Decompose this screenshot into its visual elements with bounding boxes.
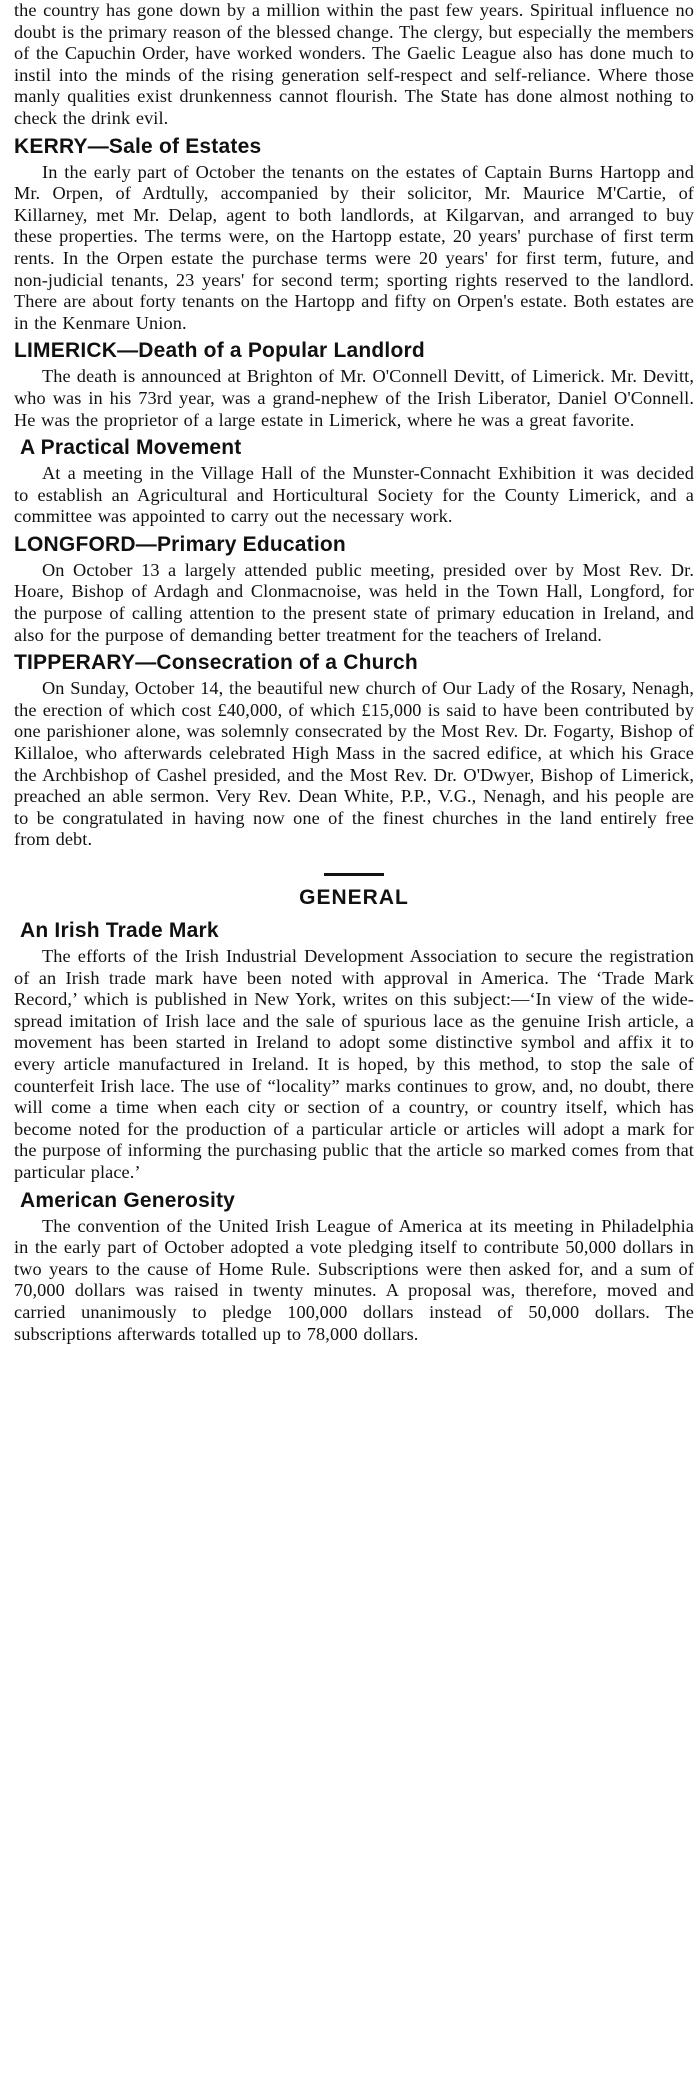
section-heading-practical-movement: A Practical Movement	[20, 436, 242, 460]
section-heading-longford: LONGFORD—Primary Education	[14, 532, 346, 556]
section-heading-kerry: KERRY—Sale of Estates	[14, 134, 262, 158]
section-body-practical-movement: At a meeting in the Village Hall of the Munster-Connacht Exhibition it was decided to establish an Agricultural and Horticultural Society for the County Limerick, and a committee was appointed to carry out the necessary work.	[14, 463, 694, 527]
section-heading-limerick: LIMERICK—Death of a Popular Landlord	[14, 339, 425, 363]
section-body-kerry: In the early part of October the tenants on the estates of Captain Burns Hartopp and Mr. Orpen, of Ardtully, accompanied by their solicitor, Mr. Maurice M'Cartie, of Killarney, met Mr. Delap, agent to both landlords, at Kilgarvan, and arranged to buy these properties. The terms were, on the Hartopp estate, 20 years' purchase of first term rents. In the Orpen estate the purchase terms were 20 years' for first term, future, and non-judicial tenants, 23 years' for second term; sporting rights reserved to the landlord. There are about forty tenants on the Hartopp and fifty on Orpen's estate. Both estates are in the Kenmare Union.	[14, 161, 694, 333]
section-body-longford: On October 13 a largely attended public meeting, presided over by Most Rev. Dr. Hoare, Bishop of Ardagh and Clonmacnoise, was held in the Town Hall, Longford, for the purpose of calling attention to the present state of primary education in Ireland, and also for the purpose of demanding better treatment for the teachers of Ireland.	[14, 559, 694, 645]
section-body-limerick: The death is announced at Brighton of Mr. O'Connell Devitt, of Limerick. Mr. Devitt, who was in his 73rd year, was a grand-nephew of the Irish Liberator, Daniel O'Connell. He was the proprietor of a large estate in Limerick, where he was a great favorite.	[14, 366, 694, 430]
section-body-tipperary: On Sunday, October 14, the beautiful new church of Our Lady of the Rosary, Nenagh, the erection of which cost £40,000, of which £15,000 is said to have been contributed by one parishioner alone, was solemnly consecrated by the Most Rev. Dr. Fogarty, Bishop of Killaloe, who afterwards celebrated High Mass in the sacred edifice, at which his Grace the Archbishop of Cashel presided, and the Most Rev. Dr. O'Dwyer, Bishop of Limerick, preached an able sermon. Very Rev. Dean White, P.P., V.G., Nenagh, and his people are to be congratulated in having now one of the finest churches in the land entirely free from debt.	[14, 678, 694, 850]
section-divider	[324, 873, 384, 876]
section-heading-trade-mark: An Irish Trade Mark	[20, 919, 219, 942]
general-section-title: GENERAL	[299, 886, 409, 909]
section-body-american-generosity: The convention of the United Irish League of America at its meeting in Philadelphia in the early part of October adopted a vote pledging itself to contribute 50,000 dollars in two years to the cause of Home Rule. Subscriptions were then asked for, and a sum of 70,000 dollars was raised in twenty minutes. A proposal was, therefore, moved and carried unanimously to pledge 100,000 dollars instead of 50,000 dollars. The subscriptions afterwards totalled up to 78,000 dollars.	[14, 1215, 694, 1344]
section-heading-tipperary: TIPPERARY—Consecration of a Church	[14, 651, 418, 675]
section-body-trade-mark: The efforts of the Irish Industrial Development Association to secure the registration of an Irish trade mark have been noted with approval in America. The ‘Trade Mark Record,’ which is published in New York, writes on this subject:—‘In view of the wide-spread imitation of Irish lace and the sale of spurious lace as the genuine Irish article, a movement has been started in Ireland to adopt some distinctive symbol and affix it to every article manufactured in Ireland. It is hoped, by this method, to stop the sale of counterfeit Irish lace. The use of “locality” marks continues to grow, and, no doubt, there will come a time when each city or section of a country, or country itself, which has become noted for the production of a particular article or articles will adopt a mark for the purpose of informing the purchasing public that the article so marked comes from that particular place.’	[14, 946, 694, 1182]
intro-paragraph: the country has gone down by a million within the past few years. Spiritual influence no doubt is the primary reason of the blessed change. The clergy, but especially the members of the Capuchin Order, have worked wonders. The Gaelic League also has done much to instil into the minds of the rising generation self-respect and self-reliance. Where those manly qualities exist drunkenness cannot flourish. The State has done almost nothing to check the drink evil.	[14, 0, 694, 128]
section-heading-american-generosity: American Generosity	[20, 1188, 236, 1212]
